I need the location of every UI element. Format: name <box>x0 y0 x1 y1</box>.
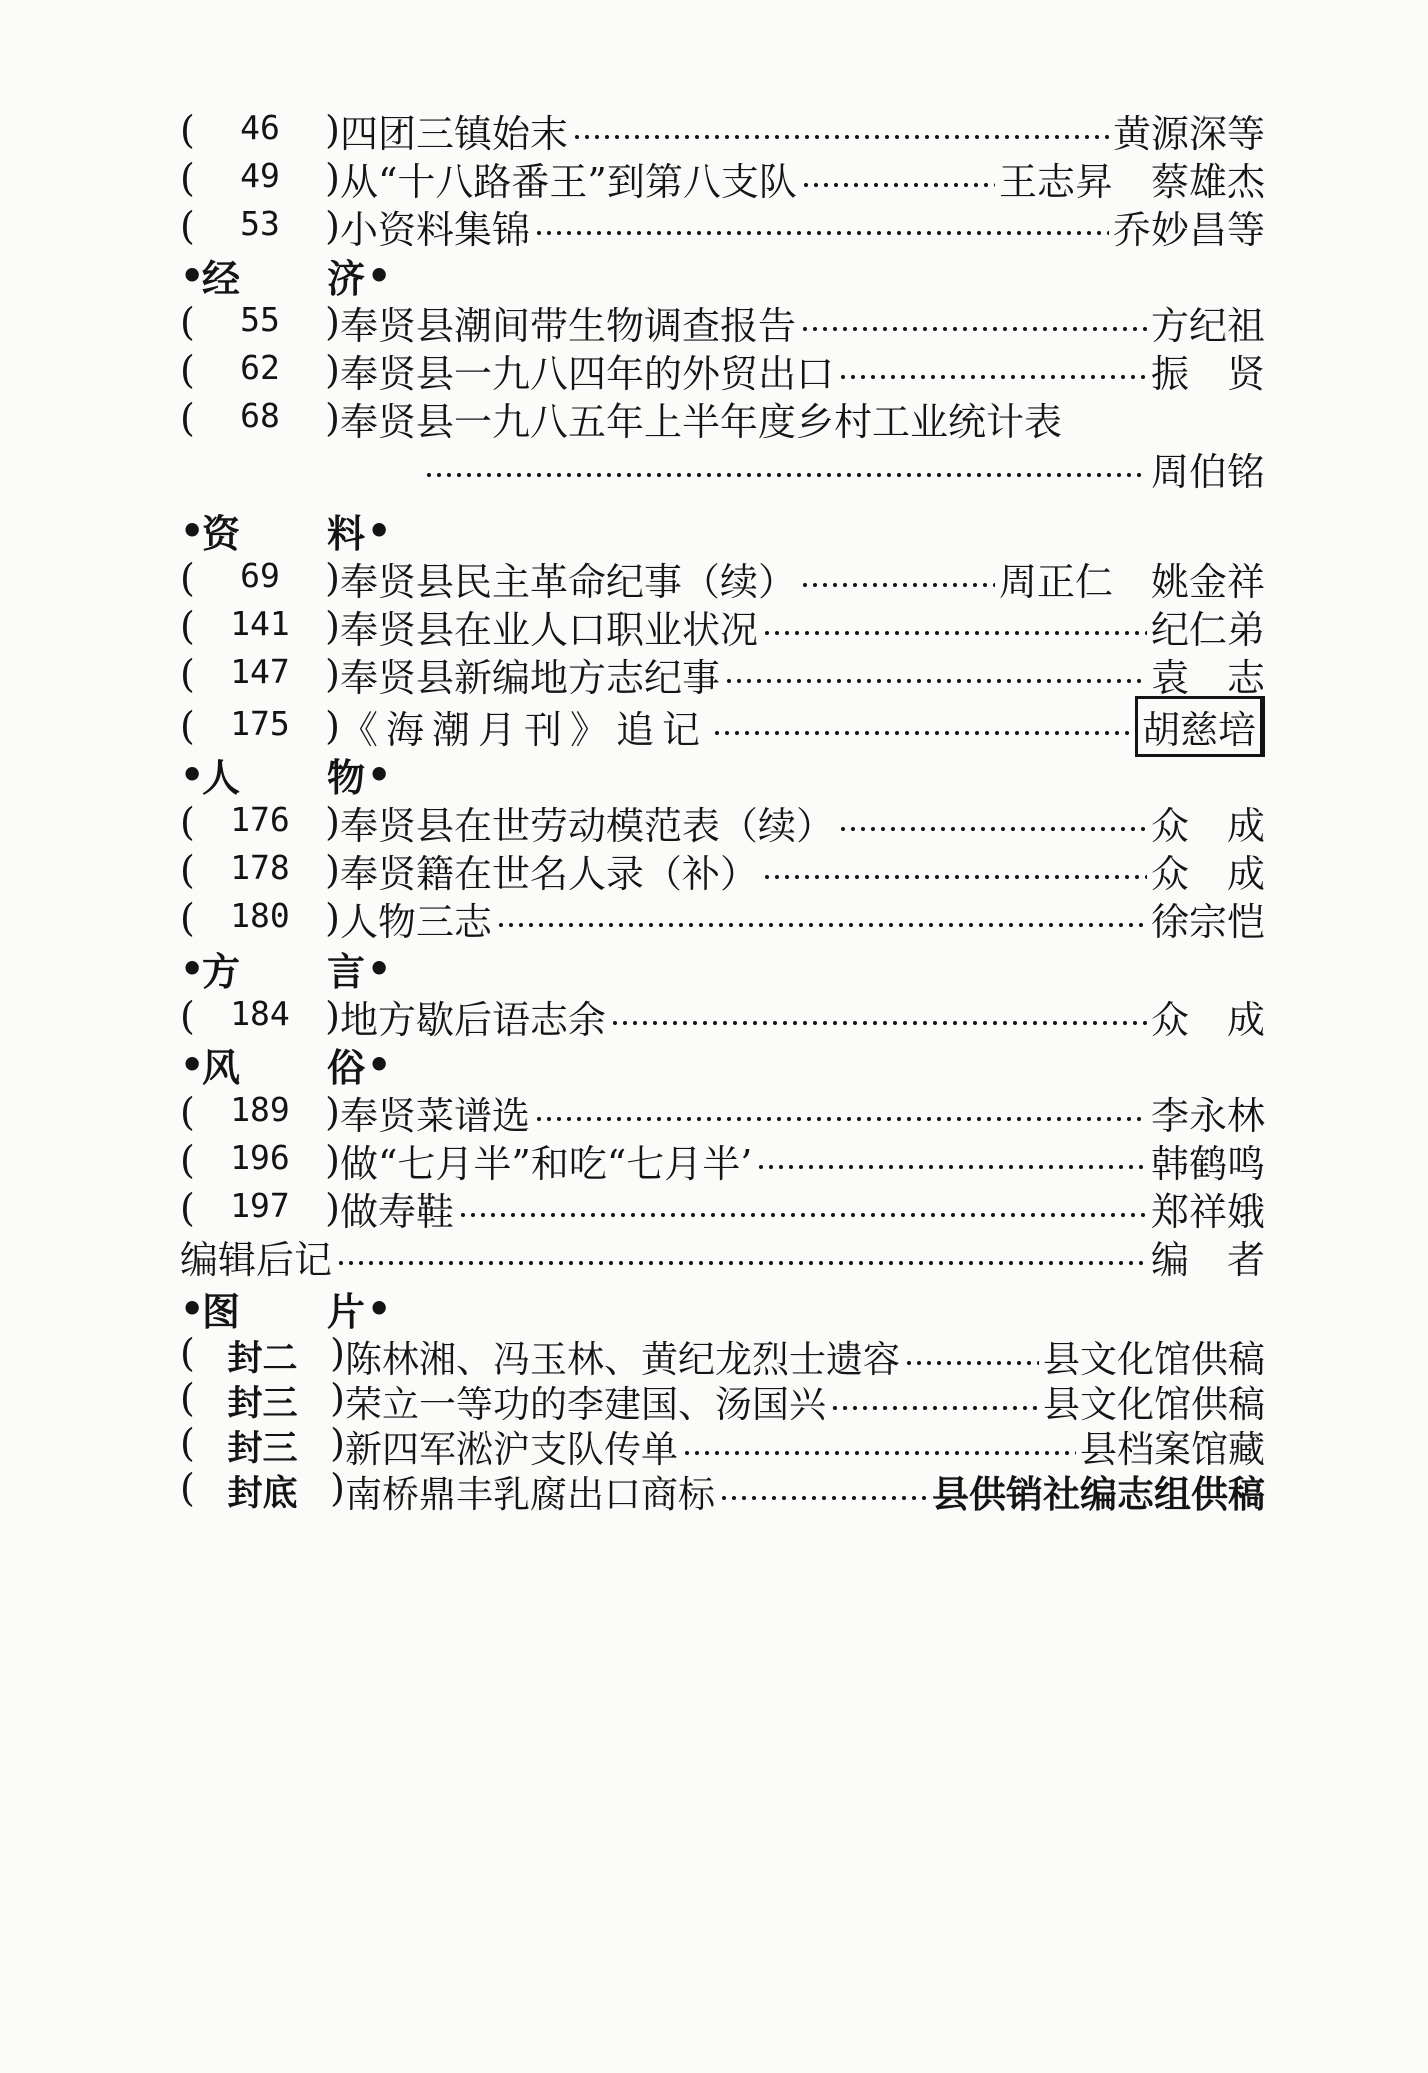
toc-entry: ( 184 ) 地方歇后语志余 众 成 <box>180 986 1265 1046</box>
entry-author: 县档案馆藏 <box>1080 1428 1265 1471</box>
dot-leader <box>756 1161 1147 1173</box>
toc-entry-picture: ( 封三 ) 荣立一等功的李建国、汤国兴 县文化馆供稿 <box>180 1376 1265 1426</box>
toc-entry: ( 68 ) 奉贤县一九八五年上半年度乡村工业统计表 <box>180 388 1265 448</box>
toc-entry: ( 197 ) 做寿鞋 郑祥娥 <box>180 1178 1265 1238</box>
section-heading-economy: • 经 济 • <box>180 252 392 301</box>
toc-entry: ( 147 ) 奉贤县新编地方志纪事 袁 志 <box>180 644 1265 704</box>
entry-author: 编 者 <box>1150 1237 1265 1282</box>
entry-title: 奉贤县潮间带生物调查报告 <box>340 303 797 348</box>
entry-author: 徐宗恺 <box>1150 899 1265 944</box>
dot-leader <box>610 1017 1147 1029</box>
entry-author: 县文化馆供稿 <box>1043 1338 1265 1381</box>
toc-entry-afterword <box>180 1226 1265 1286</box>
toc-entry-picture: ( 封三 ) 新四军淞沪支队传单 县档案馆藏 <box>180 1421 1265 1471</box>
toc-entry: ( 178 ) 奉贤籍在世名人录（补） 众 成 <box>180 840 1265 900</box>
toc-entry: ( 176 ) 奉贤县在世劳动模范表（续） 众 成 <box>180 792 1265 852</box>
entry-title: 从“十八路番王”到第八支队 <box>340 159 797 204</box>
dot-leader <box>800 323 1147 335</box>
section-heading-customs: • 风 俗 • <box>180 1041 392 1090</box>
dot-leader <box>830 1402 1039 1414</box>
dot-leader <box>534 227 1109 239</box>
entry-title: 新四军淞沪支队传单 <box>345 1428 678 1471</box>
dot-leader <box>838 823 1147 835</box>
entry-title: 奉贤县一九八四年的外贸出口 <box>340 351 835 396</box>
toc-entry: ( 180 ) 人物三志 徐宗恺 <box>180 888 1265 948</box>
section-heading-pictures: • 图 片 • <box>180 1285 392 1334</box>
dot-leader <box>572 131 1109 143</box>
entry-title: 奉贤县新编地方志纪事 <box>340 655 721 700</box>
dot-leader <box>762 871 1147 883</box>
entry-author: 周正仁 姚金祥 <box>998 559 1265 604</box>
entry-title: 编辑后记 <box>180 1237 333 1282</box>
dot-leader <box>904 1357 1039 1369</box>
entry-author: 县供销社编志组供稿 <box>932 1472 1265 1516</box>
entry-title: 奉贤籍在世名人录（补） <box>340 851 759 896</box>
entry-author: 周伯铭 <box>1150 449 1265 494</box>
entry-title: 四团三镇始末 <box>340 111 569 156</box>
entry-title: 奉贤县在世劳动模范表（续） <box>340 803 835 848</box>
entry-title: 地方歇后语志余 <box>340 997 607 1042</box>
entry-author: 众 成 <box>1150 997 1265 1042</box>
entry-title: 小资料集锦 <box>340 207 531 252</box>
entry-author: 县文化馆供稿 <box>1043 1383 1265 1426</box>
dot-leader <box>336 1257 1147 1269</box>
toc-entry: ( 53 ) 小资料集锦 乔妙昌等 <box>180 196 1265 256</box>
entry-author: 袁 志 <box>1150 655 1265 700</box>
toc-entry: ( 49 ) 从“十八路番王”到第八支队 王志昇 蔡雄杰 <box>180 148 1265 208</box>
dot-leader <box>801 179 995 191</box>
toc-entry: ( 175 ) 《海潮月刊》追记 胡慈培 <box>180 696 1265 756</box>
entry-title: 做“七月半”和吃“七月半’ <box>340 1141 753 1186</box>
dot-leader <box>424 469 1147 481</box>
entry-title: 南桥鼎丰乳腐出口商标 <box>345 1473 715 1516</box>
section-heading-people: • 人 物 • <box>180 751 392 800</box>
entry-title: 《海潮月刊》追记 <box>340 707 709 752</box>
dot-leader <box>534 1113 1147 1125</box>
dot-leader <box>719 1492 928 1504</box>
toc-entry: ( 46 ) 四团三镇始末 黄源深等 <box>180 100 1265 160</box>
entry-title: 奉贤县民主革命纪事（续） <box>340 559 797 604</box>
entry-author: 振 贤 <box>1150 351 1265 396</box>
entry-title: 奉贤县一九八五年上半年度乡村工业统计表 <box>340 399 1063 444</box>
toc-entry: ( 141 ) 奉贤县在业人口职业状况 纪仁弟 <box>180 596 1265 656</box>
entry-title: 奉贤县在业人口职业状况 <box>340 607 759 652</box>
section-heading-dialect: • 方 言 • <box>180 945 392 994</box>
section-heading-materials: • 资 料 • <box>180 507 392 556</box>
entry-title: 荣立一等功的李建国、汤国兴 <box>345 1383 826 1426</box>
entry-title: 奉贤菜谱选 <box>340 1093 531 1138</box>
entry-author-boxed: 胡慈培 <box>1135 696 1265 757</box>
toc-entry-picture: ( 封底 ) 南桥鼎丰乳腐出口商标 县供销社编志组供稿 <box>180 1466 1265 1516</box>
toc-entry: ( 62 ) 奉贤县一九八四年的外贸出口 振 贤 <box>180 340 1265 400</box>
toc-entry-continuation <box>420 438 1265 498</box>
dot-leader <box>458 1209 1147 1221</box>
toc-entry: ( 55 ) 奉贤县潮间带生物调查报告 方纪祖 <box>180 292 1265 352</box>
entry-author: 方纪祖 <box>1150 303 1265 348</box>
toc-entry: ( 69 ) 奉贤县民主革命纪事（续） 周正仁 姚金祥 <box>180 548 1265 608</box>
toc-entry-picture: ( 封二 ) 陈林湘、冯玉林、黄纪龙烈士遗容 县文化馆供稿 <box>180 1331 1265 1381</box>
entry-title: 人物三志 <box>340 899 493 944</box>
entry-title: 做寿鞋 <box>340 1189 455 1234</box>
entry-author: 纪仁弟 <box>1150 607 1265 652</box>
dot-leader <box>682 1447 1076 1459</box>
toc-entry: ( 196 ) 做“七月半”和吃“七月半’ 韩鹤鸣 <box>180 1130 1265 1190</box>
entry-author: 王志昇 蔡雄杰 <box>998 159 1265 204</box>
dot-leader <box>800 579 995 591</box>
dot-leader <box>712 727 1131 739</box>
entry-title: 陈林湘、冯玉林、黄纪龙烈士遗容 <box>345 1338 900 1381</box>
entry-author: 众 成 <box>1150 851 1265 896</box>
dot-leader <box>762 627 1147 639</box>
dot-leader <box>496 919 1147 931</box>
entry-author: 黄源深等 <box>1112 111 1265 156</box>
toc-entry: ( 189 ) 奉贤菜谱选 李永林 <box>180 1082 1265 1142</box>
dot-leader <box>838 371 1147 383</box>
entry-author: 乔妙昌等 <box>1112 207 1265 252</box>
entry-author: 郑祥娥 <box>1150 1189 1265 1234</box>
entry-author: 众 成 <box>1150 803 1265 848</box>
entry-author: 韩鹤鸣 <box>1150 1141 1265 1186</box>
dot-leader <box>724 675 1147 687</box>
entry-author: 李永林 <box>1150 1093 1265 1138</box>
